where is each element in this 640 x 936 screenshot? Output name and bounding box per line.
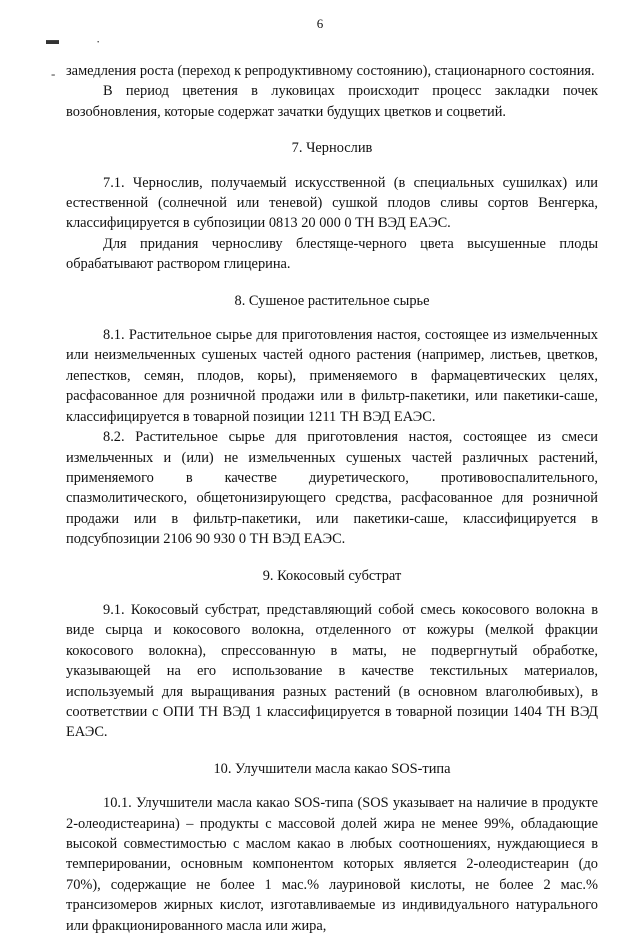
document-body bbox=[66, 61, 598, 936]
paragraph: Для придания черносливу блестяще-черного цвета высушенные плоды обрабатывают раствором глицерина. bbox=[66, 235, 598, 273]
paragraph: 7.1. Чернослив, получаемый искусственной (в специальных сушилках) или естественной (солнечной или теневой) сушкой плодов сливы сортов Венгерка, классифицируется в субпозиции 0813 20 000 0 ТН ВЭД ЕАЭС. bbox=[66, 174, 598, 232]
paragraph: 8.1. Растительное сырье для приготовления настоя, состоящее из измельченных или неизмельченных сушеных частей одного растения (например, листьев, цветков, лепестков, семян, плодов, коры), применяемого в фармацевтических целях, расфасованное для розничной продажи или в фильтр-пакетики, или пакетики-саше, классифицируется в товарной позиции 1211 ТН ВЭД ЕАЭС. bbox=[66, 327, 598, 425]
scan-mark: - bbox=[51, 66, 56, 81]
scan-mark: ▬ bbox=[46, 32, 59, 47]
paragraph: В период цветения в луковицах происходит процесс закладки почек возобновления, которые содержат зачатки будущих цветков и соцветий. bbox=[66, 83, 598, 120]
section-heading: 9. Кокосовый субстрат bbox=[262, 567, 402, 584]
paragraph: 9.1. Кокосовый субстрат, представляющий собой смесь кокосового волокна в виде сырца и кокосового волокна, отделенного от кожуры (мелкой фракции кокосового волокна), спрессованную в маты, не подвергнутый обработке, указывающей на его использование в качестве текстильных материалов, используемый для выращивания разных растений (в основном влаголюбивых), в соответствии с ОПИ ТН ВЭД 1 классифицируется в товарной позиции 1404 ТН ВЭД ЕАЭС. bbox=[66, 601, 598, 741]
page-number: 6 bbox=[316, 16, 324, 31]
paragraph: 8.2. Растительное сырье для приготовления настоя, состоящее из смеси измельченных и (или) не измельченных сушеных частей различных растений, применяемого в качестве диуретического, противовоспалительного, спазмолитического, общетонизирующего средства, расфасованное для розничной продажи или в фильтр-пакетики, или пакетики-саше, классифицируется в подсубпозиции 2106 90 930 0 ТН ВЭД ЕАЭС. bbox=[66, 429, 598, 548]
section-heading: 8. Сушеное растительное сырье bbox=[234, 292, 430, 309]
section-heading: 7. Чернослив bbox=[291, 140, 373, 157]
paragraph: 10.1. Улучшители масла какао SOS-типа (SOS указывает на наличие в продукте 2-олеодистеарина) – продукты с массовой долей жира не менее 99%, обладающие высокой совместимостью с маслом какао в любых соотношениях, нуждающиеся в темперировании, основным компонентом которых является 2-олеодистеарин (до 70%), содержащие не более 1 мас.% лауриновой кислоты, не более 2 мас.% трансизомеров жирных кислот, изготавливаемые из индивидуального натурального или фракционированного масла или жира, bbox=[66, 795, 598, 934]
paragraph: замедления роста (переход к репродуктивному состоянию), стационарного состояния. bbox=[66, 63, 595, 79]
section-heading: 10. Улучшители масла какао SOS-типа bbox=[213, 760, 451, 777]
scan-mark: · bbox=[96, 34, 101, 49]
